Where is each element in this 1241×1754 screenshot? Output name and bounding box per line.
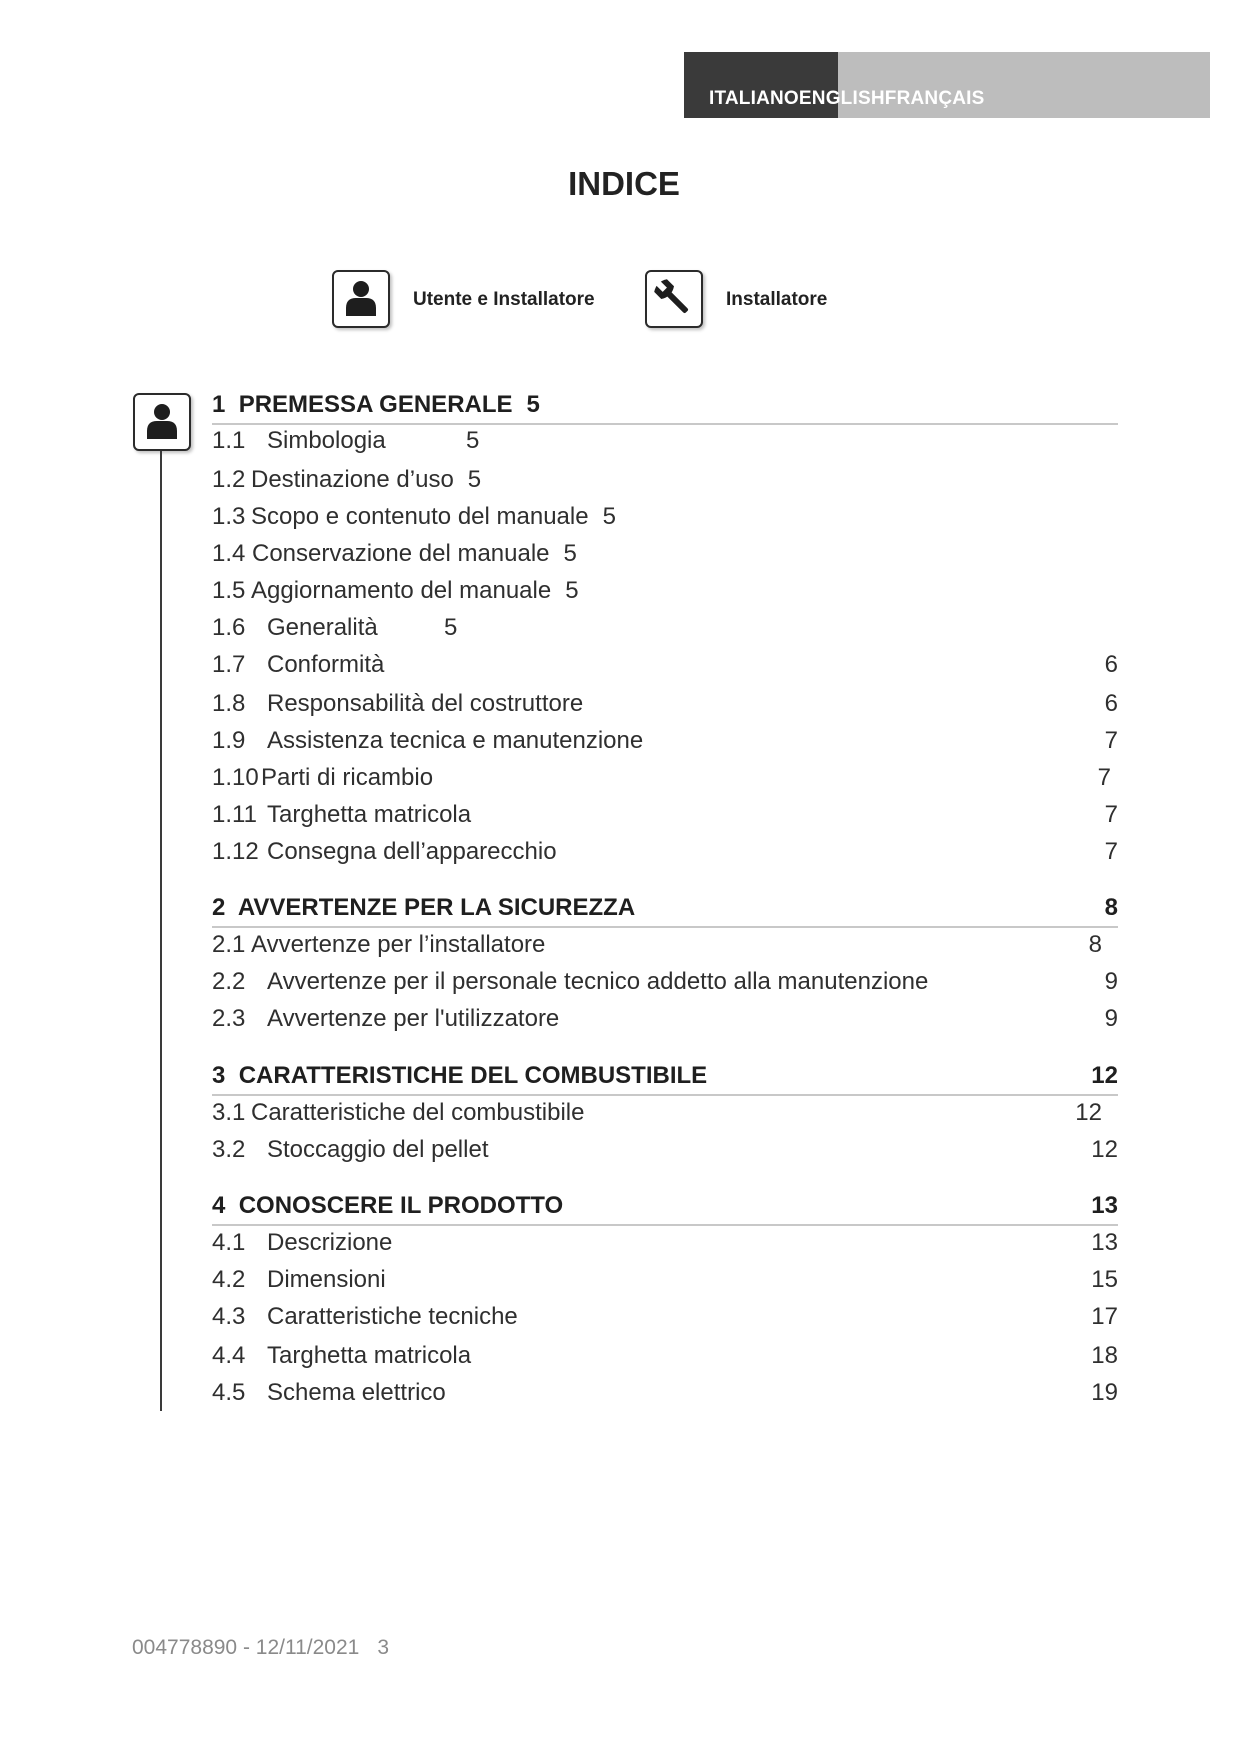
- toc-item[interactable]: [212, 1338, 1118, 1374]
- toc-item[interactable]: [212, 1095, 1118, 1131]
- section-page: 5: [526, 391, 540, 418]
- item-number: 2.1: [212, 931, 246, 958]
- section-number: 1: [212, 391, 226, 418]
- item-number: 1.7: [212, 651, 246, 678]
- user-icon: [332, 270, 390, 328]
- toc-item[interactable]: [212, 964, 1118, 1000]
- item-title: Generalità: [267, 614, 378, 641]
- item-number: 1.12: [212, 838, 259, 865]
- item-page: 18: [1091, 1342, 1118, 1369]
- item-page: 17: [1091, 1303, 1118, 1330]
- section-title: PREMESSA GENERALE: [238, 391, 513, 418]
- toc-item[interactable]: [212, 1001, 1118, 1037]
- item-title: Caratteristiche tecniche: [267, 1303, 518, 1330]
- item-title-with-page: [252, 536, 577, 572]
- toc-item[interactable]: [212, 647, 1118, 683]
- item-number: 4.5: [212, 1379, 246, 1406]
- item-title: Conservazione del manuale: [252, 540, 550, 567]
- item-title: Conformità: [267, 651, 385, 678]
- item-title: Avvertenze per l'utilizzatore: [267, 1005, 560, 1032]
- item-title: Assistenza tecnica e manutenzione: [267, 727, 644, 754]
- page-footer: [132, 1636, 389, 1660]
- item-title-with-page: [251, 499, 616, 535]
- language-english[interactable]: ENGLISH: [798, 88, 885, 109]
- item-number: 4.4: [212, 1342, 246, 1369]
- toc-item[interactable]: [212, 686, 1118, 722]
- language-italiano[interactable]: ITALIANO: [709, 88, 799, 109]
- item-page: 9: [1104, 1005, 1118, 1032]
- item-number: 4.1: [212, 1229, 246, 1256]
- item-title: Destinazione d’uso: [251, 466, 454, 493]
- item-number: 2.3: [212, 1005, 246, 1032]
- toc-item[interactable]: [212, 1262, 1118, 1298]
- legend-label-installer: Installatore: [726, 289, 828, 310]
- section-timeline: [160, 451, 162, 1411]
- item-page: 8: [1088, 931, 1102, 958]
- toc-section-1[interactable]: [212, 387, 1118, 425]
- item-number: 3.2: [212, 1136, 246, 1163]
- item-number: 4.2: [212, 1266, 246, 1293]
- item-page: 7: [1097, 764, 1111, 791]
- item-title: Scopo e contenuto del manuale: [251, 503, 589, 530]
- item-title: Caratteristiche del combustibile: [251, 1099, 585, 1126]
- item-title: Schema elettrico: [267, 1379, 446, 1406]
- section-number: 2: [212, 894, 226, 921]
- toc-item[interactable]: [212, 797, 1118, 833]
- legend-label-user-installer: Utente e Installatore: [413, 289, 595, 310]
- section-page: 12: [1091, 1062, 1118, 1089]
- section-page: 13: [1091, 1192, 1118, 1219]
- item-page: 5: [563, 540, 577, 567]
- item-page: 6: [1104, 690, 1118, 717]
- item-title: Dimensioni: [267, 1266, 386, 1293]
- item-number: 1.6: [212, 614, 246, 641]
- language-labels: [709, 88, 985, 110]
- item-number: 2.2: [212, 968, 246, 995]
- toc-item[interactable]: [212, 573, 1118, 609]
- item-number: 1.1: [212, 427, 246, 454]
- toc-item[interactable]: [212, 1132, 1118, 1168]
- item-page: 7: [1104, 801, 1118, 828]
- user-icon: [133, 393, 191, 451]
- item-title: Stoccaggio del pellet: [267, 1136, 489, 1163]
- item-title: Avvertenze per il personale tecnico addetto alla manutenzione: [267, 968, 929, 995]
- item-number: 1.2: [212, 466, 246, 493]
- item-number: 1.5: [212, 577, 246, 604]
- item-page: 19: [1091, 1379, 1118, 1406]
- item-page: 5: [466, 427, 480, 454]
- toc-section-2[interactable]: [212, 890, 1118, 928]
- item-number: 1.4: [212, 540, 246, 567]
- item-title: Parti di ricambio: [261, 764, 434, 791]
- toc-item[interactable]: [212, 423, 1118, 459]
- toc-item[interactable]: [212, 834, 1118, 870]
- item-title: Targhetta matricola: [267, 801, 472, 828]
- toc-item[interactable]: [212, 1375, 1118, 1411]
- page-title: INDICE: [568, 165, 680, 202]
- language-bar: [684, 52, 1210, 118]
- item-title: Responsabilità del costruttore: [267, 690, 584, 717]
- item-number: 1.3: [212, 503, 246, 530]
- item-page: 13: [1091, 1229, 1118, 1256]
- item-number: 1.9: [212, 727, 246, 754]
- item-page: 6: [1104, 651, 1118, 678]
- item-page: 12: [1075, 1099, 1102, 1126]
- page-number: 3: [377, 1636, 390, 1659]
- section-number: 3: [212, 1062, 226, 1089]
- item-title: Targhetta matricola: [267, 1342, 472, 1369]
- item-page: 5: [602, 503, 616, 530]
- item-title: Aggiornamento del manuale: [251, 577, 552, 604]
- toc-item[interactable]: [212, 1225, 1118, 1261]
- item-page: 12: [1091, 1136, 1118, 1163]
- toc-item[interactable]: [212, 610, 1118, 646]
- item-page: 9: [1104, 968, 1118, 995]
- item-page: 5: [467, 466, 482, 493]
- item-number: 1.10: [212, 764, 259, 791]
- item-page: 5: [444, 614, 458, 641]
- section-title: CARATTERISTICHE DEL COMBUSTIBILE: [238, 1062, 708, 1089]
- item-title: Consegna dell’apparecchio: [267, 838, 557, 865]
- item-number: 4.3: [212, 1303, 246, 1330]
- toc-section-3[interactable]: [212, 1058, 1118, 1096]
- item-page: 5: [565, 577, 579, 604]
- item-title-with-page: [251, 573, 579, 609]
- toc-item[interactable]: [212, 760, 1118, 796]
- item-page: 15: [1091, 1266, 1118, 1293]
- section-title: CONOSCERE IL PRODOTTO: [238, 1192, 564, 1219]
- toc-item[interactable]: [212, 927, 1118, 963]
- document-code: 004778890 - 12/11/2021: [132, 1636, 360, 1659]
- section-page: 8: [1104, 894, 1118, 921]
- wrench-icon: [645, 270, 703, 328]
- toc-item[interactable]: [212, 462, 1118, 498]
- item-number: 1.8: [212, 690, 246, 717]
- item-number: 1.11: [212, 801, 257, 828]
- toc-item[interactable]: [212, 536, 1118, 572]
- item-title: Avvertenze per l’installatore: [251, 931, 546, 958]
- section-title: AVVERTENZE PER LA SICUREZZA: [237, 894, 636, 921]
- item-title: Simbologia: [267, 427, 386, 454]
- item-number: 3.1: [212, 1099, 246, 1126]
- item-page: 7: [1104, 727, 1118, 754]
- toc-item[interactable]: [212, 723, 1118, 759]
- toc-section-4[interactable]: [212, 1188, 1118, 1226]
- language-francais[interactable]: FRANÇAIS: [884, 88, 985, 109]
- toc-item[interactable]: [212, 499, 1118, 535]
- item-title-with-page: [251, 462, 481, 498]
- toc-item[interactable]: [212, 1299, 1118, 1335]
- item-page: 7: [1104, 838, 1118, 865]
- item-title: Descrizione: [267, 1229, 393, 1256]
- section-number: 4: [212, 1192, 226, 1219]
